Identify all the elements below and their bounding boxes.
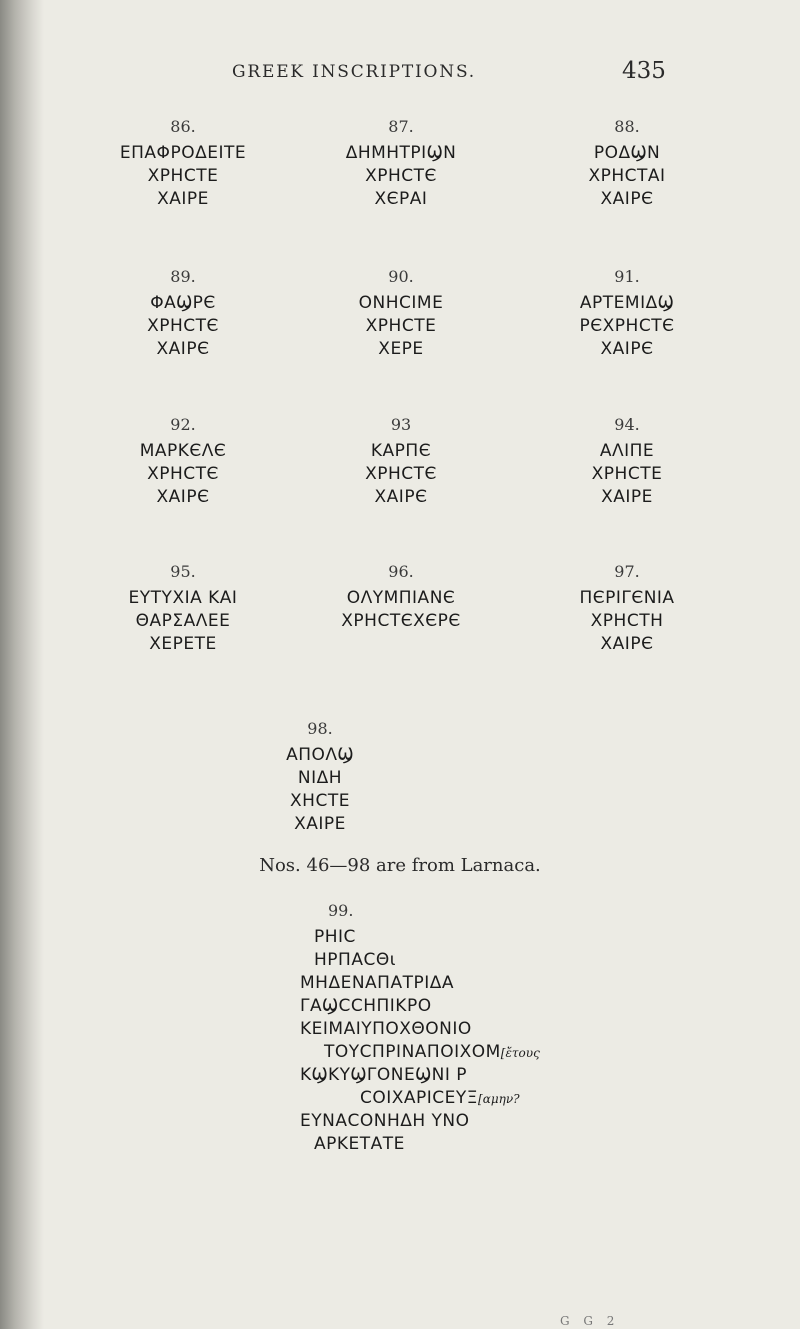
inscription-line: ΧΡΗϹΤЄ (365, 166, 437, 186)
inscription-number: 89. (170, 267, 196, 286)
inscription-line: ΧΡΗϹΤΕ (147, 166, 219, 186)
inscription-98 (210, 714, 430, 836)
inscription-number: 95. (170, 562, 196, 581)
inscription-96 (291, 557, 511, 633)
inscription-86 (73, 112, 293, 211)
inscription-88 (517, 112, 737, 211)
inscription-line: ΚΑΡΠЄ (370, 441, 432, 461)
inscription-95 (73, 557, 293, 656)
inscription-number: 92. (170, 415, 196, 434)
inscription-line: ΕΥΝΑϹΟΝΗΔΗ ΥΝΟ (300, 1111, 470, 1131)
inscription-line: ΧΡΗϹΤЄΧЄΡЄ (341, 611, 461, 631)
inscription-line: ΧΑΙΡΕ (157, 189, 209, 209)
page-header (0, 58, 800, 92)
inscription-line: ΧΡΗϹΤΕ (365, 316, 437, 336)
inscription-line: ΦΑϢΡЄ (150, 293, 216, 313)
inscription-line: ΑΡΤΕΜΙΔϢ (579, 293, 675, 313)
inscription-number: 96. (388, 562, 414, 581)
inscription-line: ΔΗΜΗΤΡΙϢΝ (345, 143, 457, 163)
inscription-line: ΧΕΡΕΤΕ (149, 634, 217, 654)
inscription-line: ΝΙΔΗ (297, 768, 343, 788)
inscription-line: ΧΑΙΡЄ (156, 487, 210, 507)
inscription-line: ΧΡΗϹΤΕ (591, 464, 663, 484)
inscription-line: ΧЄΡΑΙ (374, 189, 428, 209)
page-gutter-shadow (0, 0, 44, 1329)
provenance-caption: Nos. 46—98 are from Larnaca. (259, 855, 541, 876)
inscription-line: ΧΡΗϹΤΗ (590, 611, 664, 631)
inscription-line: ΡЄΧΡΗϹΤЄ (579, 316, 675, 336)
inscription-line: ΧΑΙΡЄ (156, 339, 210, 359)
inscription-line: ΚΕΙΜΑΙΥΠΟΧΘΟΝΙΟ (300, 1019, 472, 1039)
inscription-number: 87. (388, 117, 414, 136)
inscription-line: ΜΑΡΚЄΛЄ (139, 441, 227, 461)
editorial-restoration: [ἔτους (500, 1046, 540, 1060)
inscription-line: ΑΡΚΕΤΑΤΕ (314, 1134, 405, 1154)
inscription-number: 97. (614, 562, 640, 581)
inscription-text: ΤΟΥϹΠΡΙΝΑΠΟΙΧΟΜ (324, 1042, 501, 1062)
inscription-93 (291, 410, 511, 509)
inscription-line: ΕΠΑΦΡΟΔΕΙΤΕ (119, 143, 247, 163)
inscription-line: ΕΥΤΥΧΙΑ ΚΑΙ (128, 588, 238, 608)
inscription-line: ΓΑϢϹϹΗΠΙΚΡΟ (300, 996, 432, 1016)
inscription-number: 90. (388, 267, 414, 286)
inscription-number: 93 (390, 415, 412, 434)
inscription-line: ΚϢΚΥϢΓΟΝΕϢΝΙ Ρ (300, 1065, 467, 1085)
inscription-line: ΧΡΗϹΤЄ (147, 464, 219, 484)
inscription-line: ΡΟΔϢΝ (593, 143, 661, 163)
inscription-92 (73, 410, 293, 509)
inscription-line: ΟΛΥΜΠΙΑΝЄ (346, 588, 456, 608)
inscription-line: ΑΛΙΠΕ (599, 441, 655, 461)
inscription-99 (300, 896, 720, 1156)
inscription-line: ΗΡΠΑϹΘι (314, 950, 396, 970)
inscription-line: ΧΗϹΤΕ (290, 791, 350, 811)
inscription-line: ΘΑΡΣΑΛΕΕ (135, 611, 231, 631)
inscription-97 (517, 557, 737, 656)
inscription-number: 88. (614, 117, 640, 136)
inscription-line: ΧΡΗϹΤЄ (147, 316, 219, 336)
inscription-line (300, 1087, 720, 1110)
inscription-line: ΧΑΙΡЄ (374, 487, 428, 507)
running-title: GREEK INSCRIPTIONS. (232, 62, 477, 82)
inscription-line: ΟΝΗϹΙΜΕ (358, 293, 444, 313)
inscription-line: ΧΑΙΡΕ (294, 814, 346, 834)
inscription-line: ΜΗΔΕΝΑΠΑΤΡΙΔΑ (300, 973, 454, 993)
inscription-line: ΧΡΗϹΤЄ (365, 464, 437, 484)
inscription-number: 94. (614, 415, 640, 434)
inscription-number: 99. (328, 901, 354, 920)
page-number: 435 (622, 58, 666, 84)
inscription-line: ΧΑΙΡЄ (600, 634, 654, 654)
inscription-number: 98. (307, 719, 333, 738)
inscription-90 (291, 262, 511, 361)
inscription-89 (73, 262, 293, 361)
inscription-91 (517, 262, 737, 361)
inscription-line: ΡΗΙϹ (314, 927, 356, 947)
editorial-restoration: [αμην? (478, 1092, 520, 1106)
inscription-line: ΑΠΟΛϢ (286, 745, 354, 765)
inscription-94 (517, 410, 737, 509)
inscription-line: ΧΑΙΡΕ (601, 487, 653, 507)
inscription-number: 86. (170, 117, 196, 136)
printer-signature: G G 2 (560, 1314, 620, 1328)
inscription-line: ΧΕΡΕ (378, 339, 424, 359)
inscription-87 (291, 112, 511, 211)
inscription-line (300, 1041, 720, 1064)
inscription-line: ΠЄΡΙΓЄΝΙΑ (579, 588, 675, 608)
inscription-text: ϹΟΙΧΑΡΙϹΕΥΞ (360, 1088, 479, 1108)
inscription-number: 91. (614, 267, 640, 286)
inscription-line: ΧΑΙΡЄ (600, 339, 654, 359)
inscription-line: ΧΡΗϹΤΑΙ (588, 166, 666, 186)
inscription-line: ΧΑΙΡЄ (600, 189, 654, 209)
